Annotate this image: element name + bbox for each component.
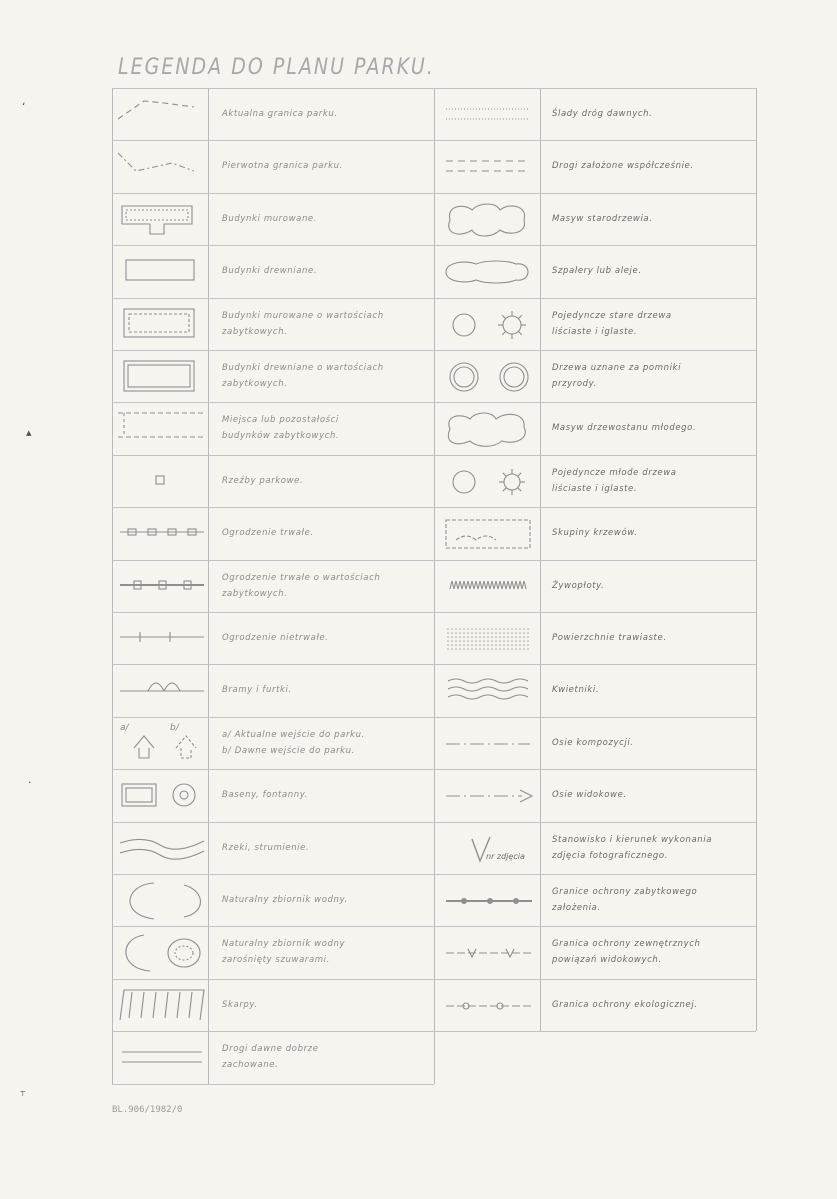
legend-left-label-11: Ogrodzenie nietrwałe. (222, 633, 329, 643)
grid-line (112, 298, 756, 299)
legend-left-label-18: Skarpy. (222, 999, 258, 1010)
legend-right-label-9: Skupiny krzewów. (552, 528, 638, 539)
legend-right-label-15: Stanowisko i kierunek wykonania zdjęcia fotograficznego. (552, 834, 713, 861)
grid-line (112, 822, 756, 823)
legend-table (112, 88, 756, 1084)
legend-left-label-13: a/ Aktualne wejście do parku. b/ Dawne wejście do parku. (222, 729, 365, 756)
grid-line (434, 88, 435, 1084)
legend-left-label-17: Naturalny zbiornik wodny zarośnięty szuwarami. (222, 939, 346, 966)
margin-mark-mid: ▴ (26, 426, 32, 439)
grid-line (112, 88, 756, 89)
legend-right-label-6: Drzewa uznane za pomniki przyrody. (552, 363, 682, 389)
archive-code: BL.906/1982/0 (112, 1105, 183, 1115)
grid-line (112, 560, 756, 561)
temporary-fence-icon (114, 613, 206, 663)
grid-line (112, 402, 756, 403)
masonry-building-icon (114, 194, 206, 244)
legend-right-label-2: Drogi założone współcześnie. (552, 161, 694, 172)
margin-mark-top: ʻ (22, 100, 26, 113)
svg-text:a/: a/ (120, 722, 129, 733)
legend-right-label-12: Kwietniki. (552, 685, 600, 696)
legend-left-label-3: Budynki murowane. (222, 213, 318, 224)
legend-left-label-15: Rzeki, strumienie. (222, 842, 310, 853)
legend-right-label-17: Granica ochrony zewnętrznych powiązań widokowych. (552, 939, 701, 966)
view-protection-boundary-icon (436, 927, 538, 977)
old-road-traces-icon (436, 89, 538, 139)
grid-line (112, 664, 756, 665)
view-axis-icon (436, 770, 538, 820)
legend-left-label-4: Budynki drewniane. (222, 266, 318, 277)
legend-left-label-9: Ogrodzenie trwałe. (222, 528, 314, 539)
legend-left-label-19: Drogi dawne dobrze zachowane. (222, 1044, 319, 1071)
grid-line (112, 507, 756, 508)
legend-left-label-1: Aktualna granica parku. (222, 109, 338, 119)
building-remains-icon (114, 403, 206, 453)
dash-line-icon (114, 89, 206, 139)
grid-line (112, 88, 113, 1084)
wooden-building-icon (114, 246, 206, 296)
grid-line (112, 193, 756, 194)
legend-right-label-8: Pojedyncze młode drzewa liściaste i iglaste. (552, 467, 677, 494)
heritage-boundary-icon (436, 875, 538, 925)
natural-pond-icon (114, 875, 206, 925)
flowerbed-icon (436, 665, 538, 715)
legend-right-label-13: Osie kompozycji. (552, 737, 634, 748)
modern-road-icon (436, 141, 538, 191)
permanent-fence-icon (114, 508, 206, 558)
legend-right-label-16: Granice ochrony zabytkowego założenia. (552, 887, 698, 913)
legend-left-label-7: Miejsca lub pozostałości budynków zabytkowych. (222, 415, 340, 442)
legend-left-label-8: Rzeźby parkowe. (222, 475, 304, 486)
hedge-icon (436, 561, 538, 611)
legend-right-label-4: Szpalery lub aleje. (552, 266, 642, 277)
natural-monument-tree-icon (436, 351, 538, 401)
grid-line (112, 1084, 434, 1085)
legend-left-label-10: Ogrodzenie trwałe o wartościach zabytkowych. (222, 572, 381, 599)
photo-number-label: nr zdjęcia (486, 851, 525, 861)
pool-fountain-icon (114, 770, 206, 820)
grid-line (112, 979, 756, 980)
grid-line (112, 455, 756, 456)
composition-axis-icon (436, 718, 538, 768)
slope-icon (114, 980, 206, 1030)
legend-right-label-10: Żywopłoty. (552, 580, 605, 591)
dash-dot-line-icon (114, 141, 206, 191)
historic-wooden-building-icon (114, 351, 206, 401)
old-road-icon (114, 1032, 206, 1082)
grid-line (112, 245, 756, 246)
legend-left-label-16: Naturalny zbiornik wodny. (222, 895, 348, 905)
grid-line (112, 612, 756, 613)
legend-right-label-14: Osie widokowe. (552, 790, 627, 801)
young-single-trees-icon (436, 456, 538, 506)
river-icon (114, 823, 206, 873)
young-tree-mass-icon (436, 403, 538, 453)
legend-right-label-11: Powierzchnie trawiaste. (552, 633, 667, 643)
alley-icon (436, 246, 538, 296)
grid-line (112, 717, 756, 718)
reed-pond-icon (114, 927, 206, 977)
historic-fence-icon (114, 561, 206, 611)
shrub-group-icon (436, 508, 538, 558)
svg-text:b/: b/ (170, 722, 179, 733)
grid-line (208, 88, 209, 1084)
grid-line (112, 350, 756, 351)
grid-line (112, 1031, 756, 1032)
grid-line (112, 769, 756, 770)
legend-right-label-5: Pojedyncze stare drzewa liściaste i iglaste. (552, 310, 672, 337)
photo-position-icon (436, 823, 538, 873)
grid-line (112, 140, 756, 141)
legend-right-label-18: Granica ochrony ekologicznej. (552, 999, 698, 1010)
legend-left-label-14: Baseny, fontanny. (222, 790, 309, 801)
ecological-boundary-icon (436, 980, 538, 1030)
gate-icon (114, 665, 206, 715)
entrance-arrow-icon (114, 718, 206, 768)
legend-left-label-5: Budynki murowane o wartościach zabytkowych. (222, 310, 384, 337)
margin-mark-bottom: ⸆ (20, 1089, 26, 1102)
grid-line (112, 874, 756, 875)
grid-line (756, 88, 757, 1031)
margin-mark-low: · (28, 776, 32, 789)
old-tree-mass-icon (436, 194, 538, 244)
legend-left-label-12: Bramy i furtki. (222, 685, 292, 696)
legend-right-label-1: Ślady dróg dawnych. (552, 109, 653, 119)
legend-left-label-2: Pierwotna granica parku. (222, 161, 343, 172)
historic-masonry-building-icon (114, 299, 206, 349)
lawn-icon (436, 613, 538, 663)
legend-right-label-3: Masyw starodrzewia. (552, 213, 653, 224)
old-single-trees-icon (436, 299, 538, 349)
grid-line (112, 926, 756, 927)
legend-right-label-7: Masyw drzewostanu młodego. (552, 423, 697, 434)
legend-left-label-6: Budynki drewniane o wartościach zabytkowych. (222, 363, 384, 389)
page-title: LEGENDA DO PLANU PARKU. (118, 54, 435, 80)
sculpture-icon (114, 456, 206, 506)
